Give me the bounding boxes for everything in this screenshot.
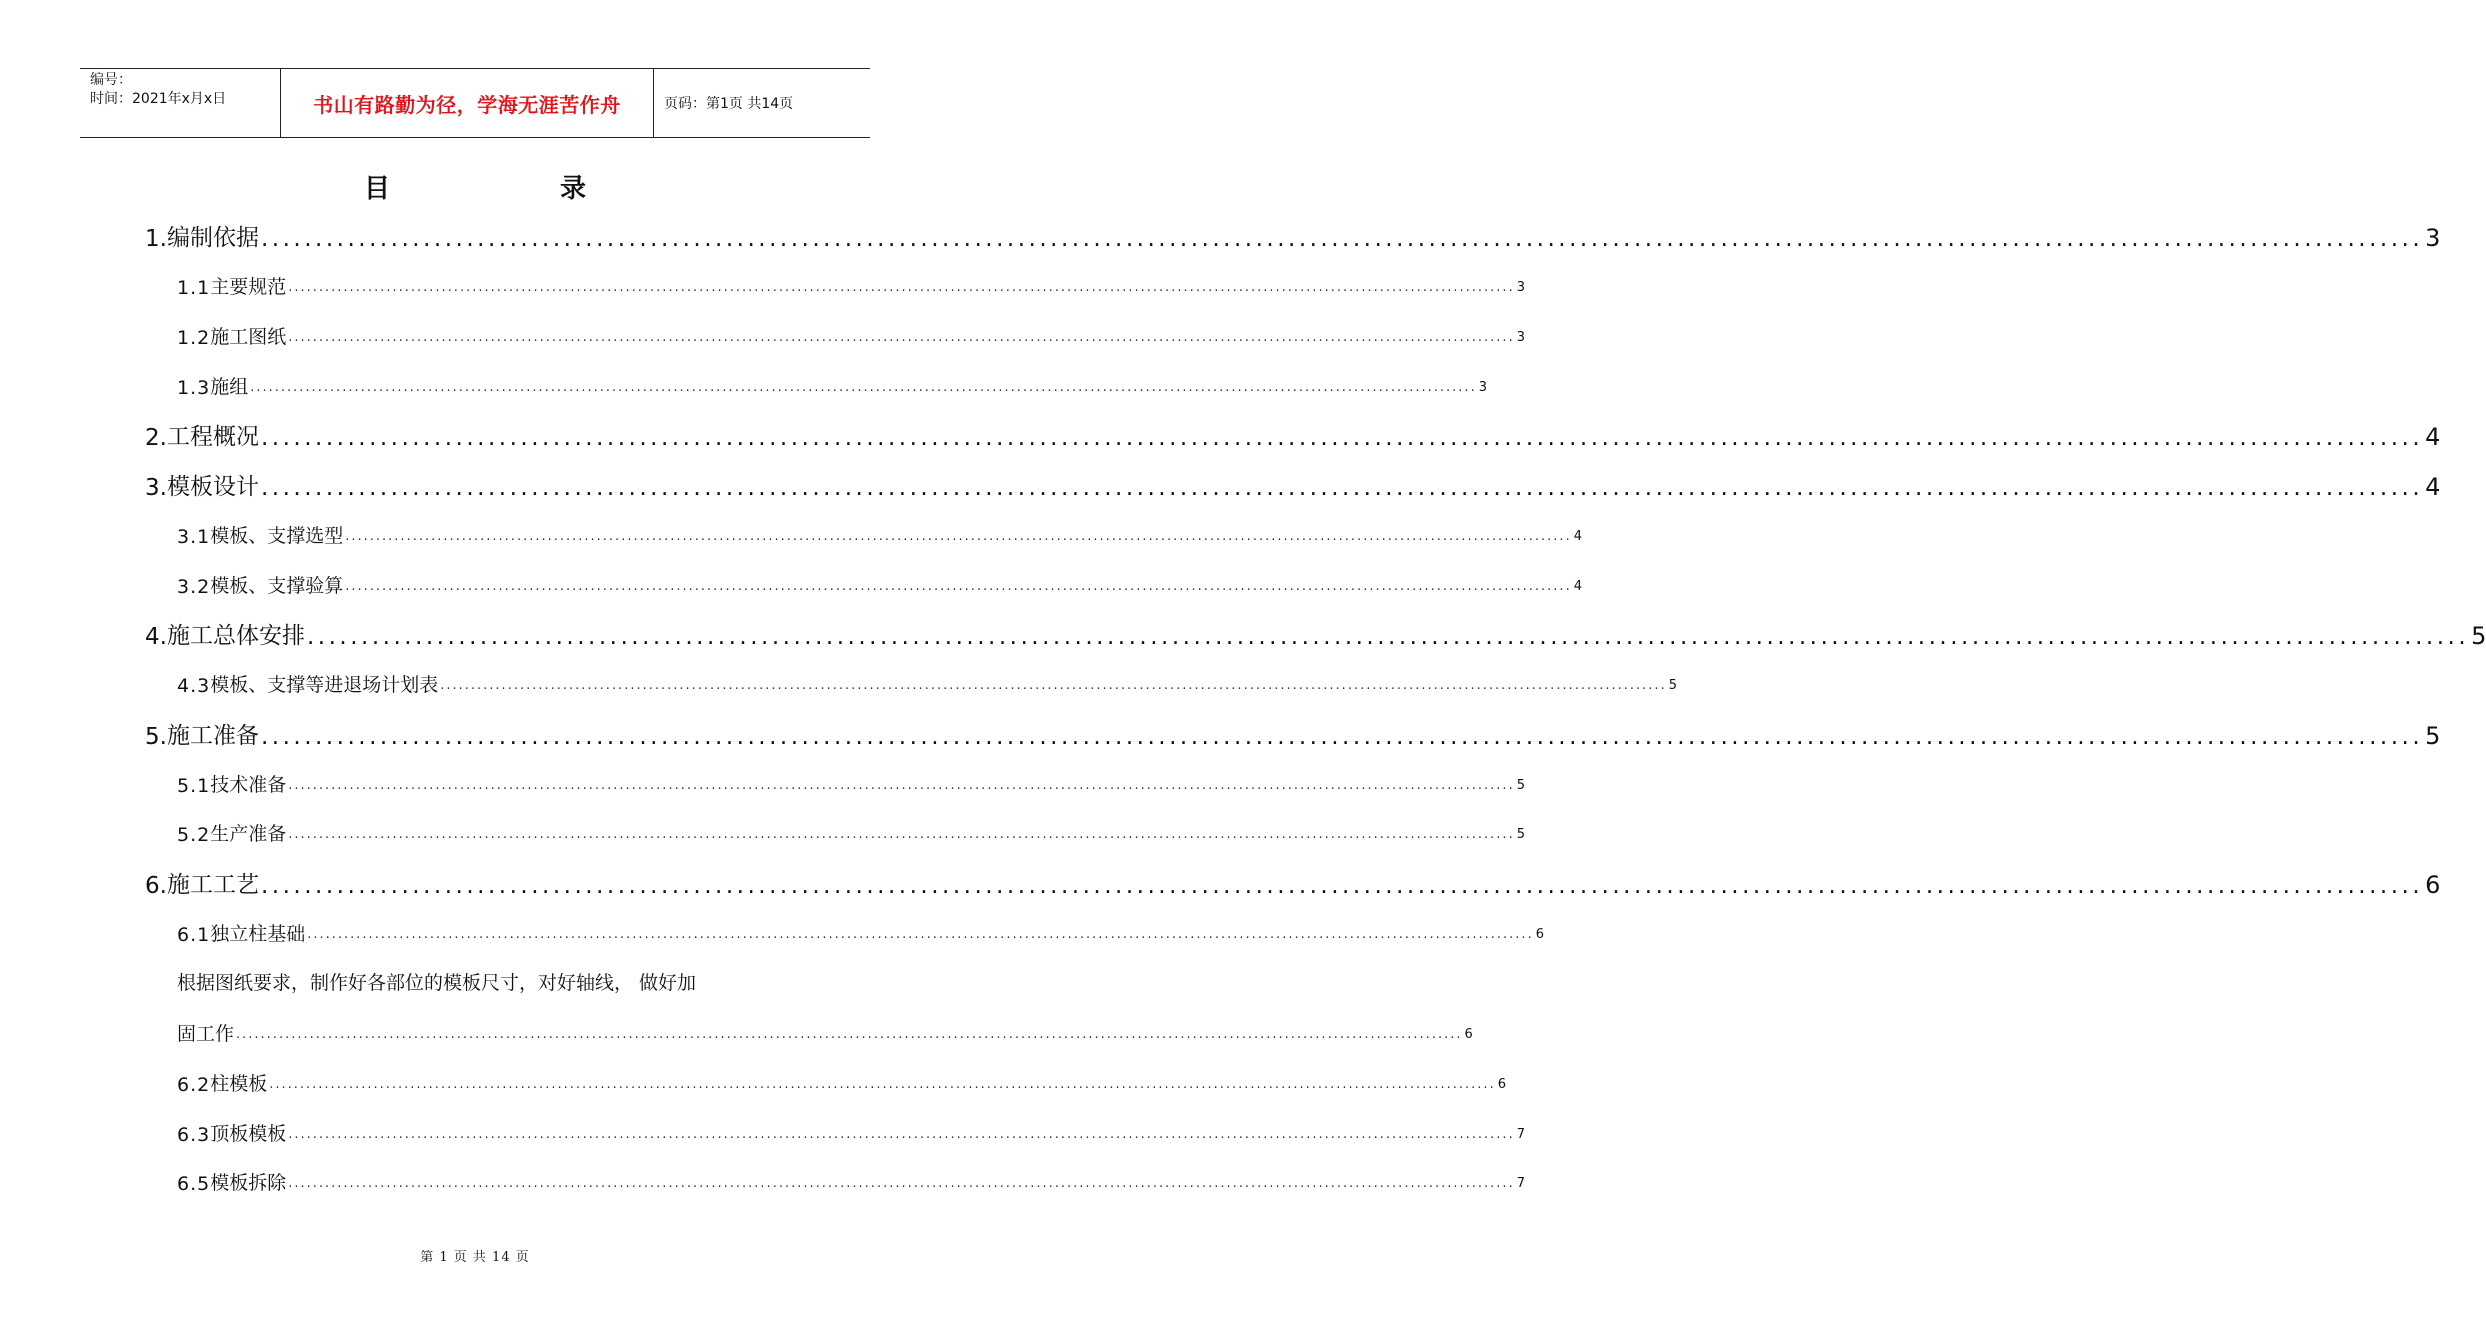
toc-entry[interactable] xyxy=(145,867,2441,899)
toc-entry-text: 模板、支撑选型 xyxy=(210,525,344,547)
toc-entry-page: 4 xyxy=(1573,579,1582,594)
time-label: 时间：2021年x月x日 xyxy=(90,91,227,107)
toc-entry-text: 主要规范 xyxy=(210,276,287,298)
toc-entry-text: 模板设计 xyxy=(166,474,259,500)
toc-entry-number: 2. xyxy=(145,425,167,451)
toc-entry-wrapped-line[interactable]: 根据图纸要求，制作好各部位的模板尺寸，对好轴线， 做好加 xyxy=(177,972,697,994)
toc-entry-page: 7 xyxy=(1516,1176,1525,1191)
toc-entry-number: 4.3 xyxy=(177,675,211,697)
toc-leader: ........................................................................................................................................................................................................ xyxy=(306,624,2470,650)
toc-leader: ........................................................................................................................................................................................................ xyxy=(269,1077,1496,1092)
toc-entry-page: 3 xyxy=(1516,280,1525,295)
toc-entry-text: 施工准备 xyxy=(166,723,259,749)
toc-entry[interactable] xyxy=(177,1018,1473,1046)
toc-entry[interactable] xyxy=(145,718,2441,750)
toc-entry-number: 6.2 xyxy=(177,1074,211,1096)
toc-entry-page: 4 xyxy=(1573,529,1582,544)
toc-entry-page: 5 xyxy=(2425,722,2441,750)
document-header xyxy=(80,68,870,138)
toc-entry[interactable] xyxy=(145,419,2441,451)
toc-leader: ........................................................................................................................................................................................................ xyxy=(250,380,1477,395)
toc-entry-page: 5 xyxy=(2471,622,2486,650)
toc-leader: ........................................................................................................................................................................................................ xyxy=(345,579,1572,594)
header-page-info: 页码：第1页 共14页 xyxy=(664,96,794,112)
toc-leader: ........................................................................................................................................................................................................ xyxy=(288,1176,1515,1191)
toc-entry[interactable] xyxy=(177,271,1525,299)
toc-entry[interactable] xyxy=(177,769,1525,797)
toc-leader: ........................................................................................................................................................................................................ xyxy=(288,1127,1515,1142)
toc-entry-number: 3.2 xyxy=(177,576,211,598)
toc-entry-page: 6 xyxy=(1497,1077,1506,1092)
toc-entry[interactable] xyxy=(177,1118,1525,1146)
toc-entry[interactable] xyxy=(177,1068,1506,1096)
toc-entry-page: 3 xyxy=(2425,224,2441,252)
toc-entry-text: 施工总体安排 xyxy=(166,623,305,649)
toc-entry-text: 编制依据 xyxy=(166,225,259,251)
toc-entry-number: 1. xyxy=(145,226,167,252)
toc-entry-number: 5.2 xyxy=(177,824,211,846)
toc-entry-text: 独立柱基础 xyxy=(210,923,306,945)
toc-leader: ........................................................................................................................................................................................................ xyxy=(236,1027,1463,1042)
toc-entry-text: 顶板模板 xyxy=(210,1123,287,1145)
serial-label: 编号： xyxy=(90,72,132,88)
toc-entry-text: 生产准备 xyxy=(210,823,287,845)
toc-entry-page: 6 xyxy=(2425,871,2441,899)
toc-entry-text: 施工图纸 xyxy=(210,326,287,348)
toc-entry-page: 3 xyxy=(1516,330,1525,345)
toc-entry-page: 4 xyxy=(2425,423,2441,451)
toc-leader: ........................................................................................................................................................................................................ xyxy=(288,330,1515,345)
toc-title-right: 录 xyxy=(560,174,587,204)
toc-entry-number: 5.1 xyxy=(177,775,211,797)
toc-title-left: 目 xyxy=(363,174,390,204)
header-meta xyxy=(80,69,281,137)
toc-entry[interactable] xyxy=(177,1167,1525,1195)
toc-entry-number: 6.3 xyxy=(177,1124,211,1146)
toc-leader: ........................................................................................................................................................................................................ xyxy=(288,778,1515,793)
toc-entry-number: 1.1 xyxy=(177,277,211,299)
toc-title xyxy=(0,168,950,205)
toc-entry-text: 施组 xyxy=(210,376,249,398)
toc-entry-number: 1.3 xyxy=(177,377,211,399)
toc-entry-text: 施工工艺 xyxy=(166,872,259,898)
toc-leader: ........................................................................................................................................................................................................ xyxy=(260,724,2424,750)
toc-entry[interactable] xyxy=(177,321,1525,349)
toc-entry-number: 3.1 xyxy=(177,526,211,548)
toc-entry-page: 5 xyxy=(1516,827,1525,842)
toc-entry-text: 模板、支撑等进退场计划表 xyxy=(210,674,439,696)
toc-entry-number: 3. xyxy=(145,475,167,501)
toc-entry[interactable] xyxy=(145,469,2441,501)
toc-entry-number: 4. xyxy=(145,624,167,650)
toc-leader: ........................................................................................................................................................................................................ xyxy=(260,475,2424,501)
toc-entry-number: 6.1 xyxy=(177,924,211,946)
toc-leader: ........................................................................................................................................................................................................ xyxy=(345,529,1572,544)
toc-entry-text: 模板拆除 xyxy=(210,1172,287,1194)
toc-entry-text: 固工作 xyxy=(177,1023,235,1045)
toc-leader: ........................................................................................................................................................................................................ xyxy=(260,425,2424,451)
toc-leader: ........................................................................................................................................................................................................ xyxy=(307,927,1534,942)
toc-entry[interactable] xyxy=(177,371,1487,399)
toc-entry-page: 4 xyxy=(2425,473,2441,501)
toc-entry[interactable] xyxy=(177,520,1582,548)
toc-entry-text: 技术准备 xyxy=(210,774,287,796)
toc-entry[interactable] xyxy=(177,669,1677,697)
toc-entry[interactable] xyxy=(145,618,2486,650)
toc-entry-number: 1.2 xyxy=(177,327,211,349)
toc-entry-page: 3 xyxy=(1478,380,1487,395)
toc-entry-number: 6.5 xyxy=(177,1173,211,1195)
toc-entry[interactable] xyxy=(177,570,1582,598)
toc-leader: ........................................................................................................................................................................................................ xyxy=(260,873,2424,899)
toc-entry-number: 6. xyxy=(145,873,167,899)
toc-entry[interactable] xyxy=(145,220,2441,252)
toc-entry-page: 6 xyxy=(1464,1027,1473,1042)
toc-entry-page: 7 xyxy=(1516,1127,1525,1142)
toc-leader: ........................................................................................................................................................................................................ xyxy=(260,226,2424,252)
toc-entry-text: 工程概况 xyxy=(166,424,259,450)
page-footer: 第 1 页 共 14 页 xyxy=(420,1250,530,1265)
toc-leader: ........................................................................................................................................................................................................ xyxy=(288,827,1515,842)
toc-entry-page: 5 xyxy=(1668,678,1677,693)
header-motto: 书山有路勤为径，学海无涯苦作舟 xyxy=(281,69,654,137)
toc-entry-text: 模板、支撑验算 xyxy=(210,575,344,597)
toc-leader: ........................................................................................................................................................................................................ xyxy=(440,678,1667,693)
toc-entry-page: 6 xyxy=(1535,927,1544,942)
toc-entry-page: 5 xyxy=(1516,778,1525,793)
toc-entry-text: 柱模板 xyxy=(210,1073,268,1095)
toc-entry-number: 5. xyxy=(145,724,167,750)
toc-leader: ........................................................................................................................................................................................................ xyxy=(288,280,1515,295)
toc-entry[interactable] xyxy=(177,918,1544,946)
toc-entry[interactable] xyxy=(177,818,1525,846)
